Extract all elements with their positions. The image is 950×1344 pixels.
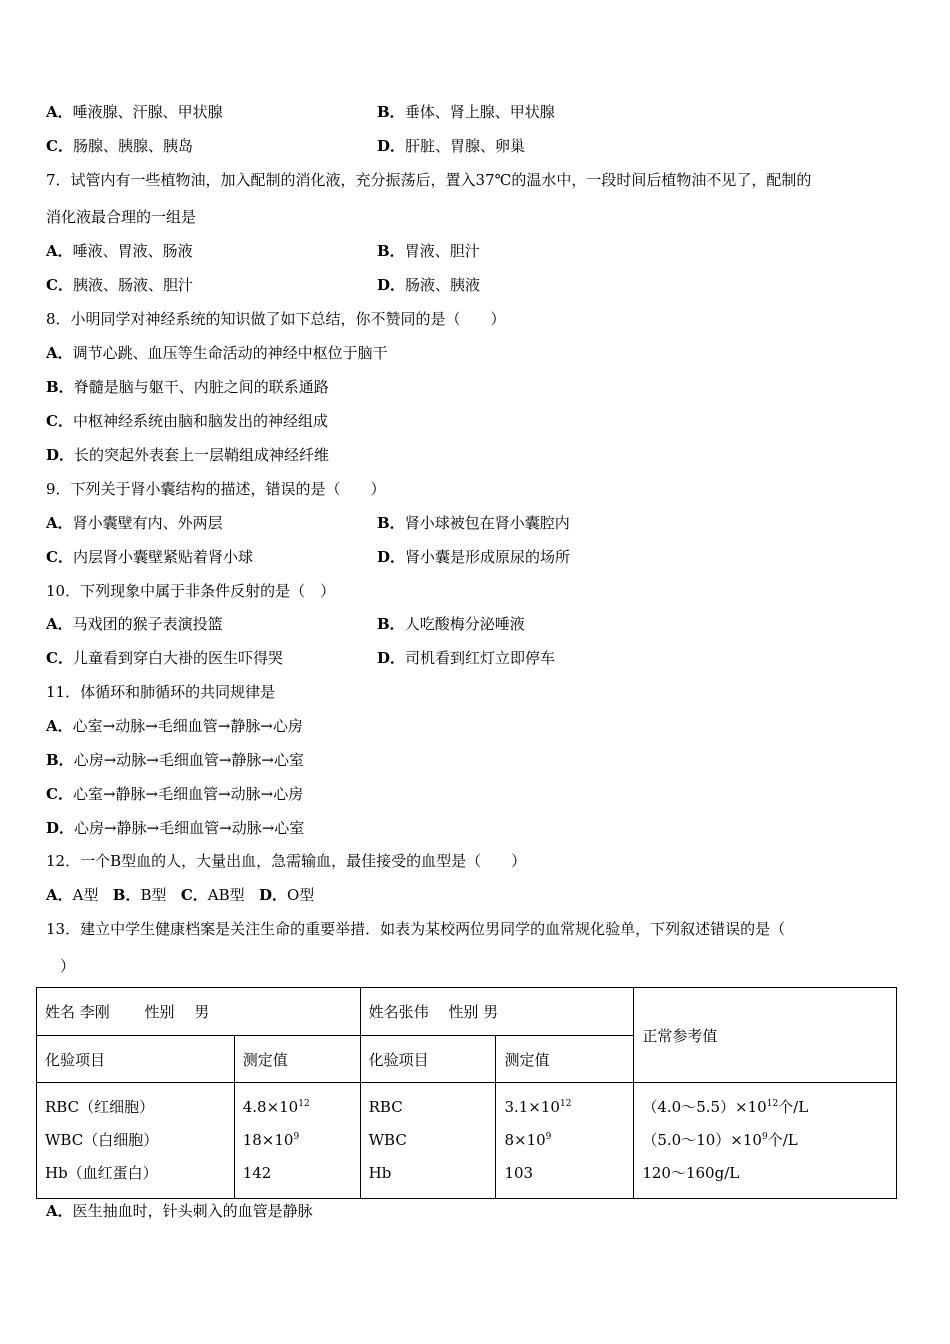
- person2-value-rbc: $3.1\times 10^{12}$: [504, 1098, 572, 1116]
- q9-option-c: C．内层肾小囊壁紧贴着肾小球: [46, 548, 253, 566]
- q11-option-b: B．心房→动脉→毛细血管→静脉→心室: [46, 751, 304, 769]
- q8-option-d: D．长的突起外表套上一层鞘组成神经纤维: [46, 446, 330, 464]
- q11-option-c: C．心室→静脉→毛细血管→动脉→心房: [46, 785, 304, 803]
- q7-option-b: B．胃液、胆汁: [377, 242, 480, 260]
- q7-option-a: A．唾液、胃液、肠液: [46, 242, 193, 260]
- person1-col-item: 化验项目: [37, 1036, 235, 1083]
- person1-item-hb: Hb（血红蛋白）: [45, 1164, 158, 1182]
- person1-item-wbc: WBC（白细胞）: [45, 1131, 159, 1149]
- q9-option-d: D．肾小囊是形成原尿的场所: [377, 548, 571, 566]
- q10-option-c: C．儿童看到穿白大褂的医生吓得哭: [46, 649, 283, 667]
- q6-option-c: C．肠腺、胰腺、胰岛: [46, 137, 193, 155]
- person1-values-cell: [234, 1083, 360, 1199]
- q10-option-a: A．马戏团的猴子表演投篮: [46, 615, 223, 633]
- blood-test-table: [36, 987, 897, 1199]
- person2-values-cell: [496, 1083, 634, 1199]
- person1-header: 姓名 李刚 性别 男: [37, 988, 361, 1036]
- q9-stem: 9．下列关于肾小囊结构的描述，错误的是（ ）: [46, 480, 386, 498]
- q9-option-b: B．肾小球被包在肾小囊腔内: [377, 514, 570, 532]
- reference-wbc: $(5.0\sim 10)\times 10^9$个/L: [642, 1131, 798, 1149]
- q10-option-d: D．司机看到红灯立即停车: [377, 649, 556, 667]
- q8-option-a: A．调节心跳、血压等生命活动的神经中枢位于脑干: [46, 344, 388, 362]
- q12-stem: 12．一个B型血的人，大量出血，急需输血，最佳接受的血型是（ ）: [46, 852, 527, 870]
- reference-rbc: $(4.0\sim 5.5)\times 10^{12}$个/L: [642, 1098, 809, 1116]
- person1-items-cell: [37, 1083, 235, 1199]
- reference-header: 正常参考值: [634, 988, 897, 1083]
- q13-option-a: A．医生抽血时，针头刺入的血管是静脉: [46, 1202, 313, 1220]
- person2-items-cell: [360, 1083, 496, 1199]
- person2-item-rbc: RBC: [368, 1098, 403, 1116]
- q8-option-b: B．脊髓是脑与躯干、内脏之间的联系通路: [46, 378, 329, 396]
- q8-stem: 8．小明同学对神经系统的知识做了如下总结，你不赞同的是（ ）: [46, 310, 506, 328]
- q10-option-b: B．人吃酸梅分泌唾液: [377, 615, 525, 633]
- q6-option-a: A．唾液腺、汗腺、甲状腺: [46, 103, 223, 121]
- person1-value-hb: 142: [242, 1164, 272, 1182]
- q12-options: A．A型 B．B型 C．AB型 D．O型: [46, 886, 315, 904]
- reference-values-cell: [634, 1083, 897, 1199]
- person2-item-hb: Hb: [368, 1164, 392, 1182]
- q8-option-c: C．中枢神经系统由脑和脑发出的神经组成: [46, 412, 328, 430]
- person2-value-wbc: $8\times 10^9$: [504, 1131, 552, 1149]
- person2-item-wbc: WBC: [368, 1131, 407, 1149]
- q13-stem-line2: ）: [60, 957, 76, 975]
- q7-stem-line1: 7．试管内有一些植物油，加入配制的消化液，充分振荡后，置入37℃的温水中，一段时间后植物油不见了，配制的: [46, 171, 812, 189]
- q9-option-a: A．肾小囊壁有内、外两层: [46, 514, 223, 532]
- person1-value-wbc: $18\times 10^9$: [242, 1131, 300, 1149]
- q7-option-c: C．胰液、肠液、胆汁: [46, 276, 193, 294]
- person2-col-value: 测定值: [496, 1036, 634, 1083]
- q10-stem: 10．下列现象中属于非条件反射的是（ ）: [46, 582, 336, 600]
- q13-stem-line1: 13．建立中学生健康档案是关注生命的重要举措．如表为某校两位男同学的血常规化验单，下列叙述错误的是（: [46, 920, 786, 938]
- person1-col-value: 测定值: [234, 1036, 360, 1083]
- person1-value-rbc: $4.8\times 10^{12}$: [242, 1098, 310, 1116]
- q11-option-d: D．心房→静脉→毛细血管→动脉→心室: [46, 819, 305, 837]
- person2-value-hb: 103: [504, 1164, 534, 1182]
- q11-option-a: A．心室→动脉→毛细血管→静脉→心房: [46, 717, 303, 735]
- q6-option-b: B．垂体、肾上腺、甲状腺: [377, 103, 555, 121]
- q7-option-d: D．肠液、胰液: [377, 276, 481, 294]
- person2-header: 姓名张伟 性别 男: [360, 988, 634, 1036]
- q11-stem: 11．体循环和肺循环的共同规律是: [46, 683, 276, 701]
- person2-col-item: 化验项目: [360, 1036, 496, 1083]
- reference-hb: 120～160g/L: [642, 1164, 740, 1182]
- q6-option-d: D．肝脏、胃腺、卵巢: [377, 137, 526, 155]
- person1-item-rbc: RBC（红细胞）: [45, 1098, 155, 1116]
- q7-stem-line2: 消化液最合理的一组是: [46, 208, 197, 226]
